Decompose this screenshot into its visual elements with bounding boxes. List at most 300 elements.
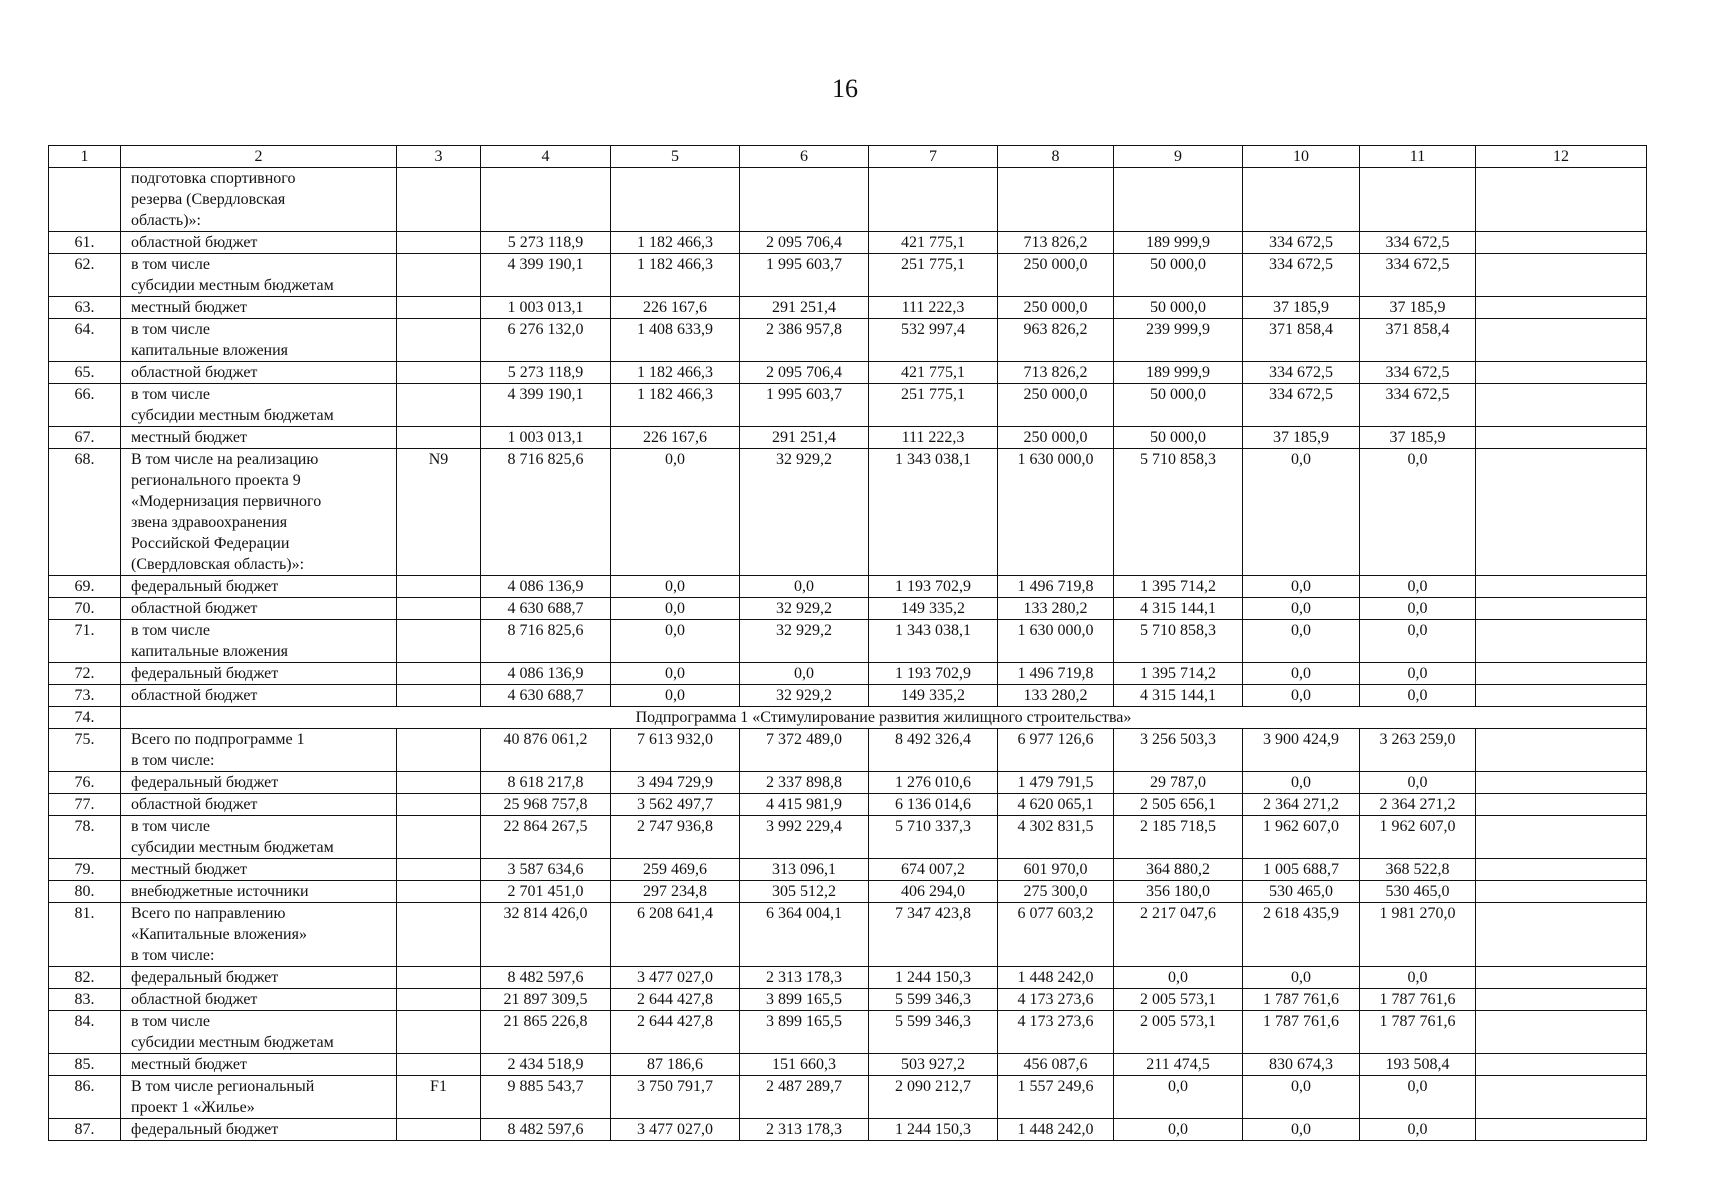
row-code <box>397 729 481 772</box>
value-cell: 297 234,8 <box>611 881 740 903</box>
row-number: 67. <box>49 427 121 449</box>
value-cell: 8 618 217,8 <box>481 772 611 794</box>
value-cell: 151 660,3 <box>740 1054 869 1076</box>
row-number: 62. <box>49 254 121 297</box>
empty-cell <box>1476 620 1647 663</box>
column-header: 12 <box>1476 146 1647 168</box>
column-header: 11 <box>1360 146 1476 168</box>
value-cell: 0,0 <box>1243 620 1360 663</box>
value-cell: 3 562 497,7 <box>611 794 740 816</box>
value-cell: 0,0 <box>611 620 740 663</box>
value-cell: 364 880,2 <box>1114 859 1243 881</box>
empty-cell <box>1476 254 1647 297</box>
value-cell: 189 999,9 <box>1114 362 1243 384</box>
value-cell: 305 512,2 <box>740 881 869 903</box>
value-cell: 5 273 118,9 <box>481 362 611 384</box>
table-row <box>49 1054 1647 1076</box>
value-cell: 1 182 466,3 <box>611 384 740 427</box>
value-cell: 371 858,4 <box>1360 319 1476 362</box>
value-cell: 0,0 <box>1114 1076 1243 1119</box>
table-row <box>49 598 1647 620</box>
value-cell: 1 557 249,6 <box>998 1076 1114 1119</box>
row-number: 63. <box>49 297 121 319</box>
row-code <box>397 1054 481 1076</box>
empty-cell <box>1476 685 1647 707</box>
table-row <box>49 772 1647 794</box>
empty-cell <box>1476 598 1647 620</box>
value-cell: 1 995 603,7 <box>740 384 869 427</box>
row-code <box>397 576 481 598</box>
value-cell: 0,0 <box>1243 772 1360 794</box>
value-cell: 0,0 <box>1360 967 1476 989</box>
empty-cell <box>1476 859 1647 881</box>
empty-cell <box>1476 903 1647 967</box>
row-code <box>397 1011 481 1054</box>
value-cell: 5 599 346,3 <box>869 1011 998 1054</box>
value-cell: 251 775,1 <box>869 254 998 297</box>
table-row <box>49 989 1647 1011</box>
row-number: 66. <box>49 384 121 427</box>
value-cell: 2 364 271,2 <box>1360 794 1476 816</box>
value-cell: 0,0 <box>1360 620 1476 663</box>
empty-cell <box>1476 663 1647 685</box>
table-row <box>49 232 1647 254</box>
value-cell: 0,0 <box>1243 1119 1360 1141</box>
value-cell: 830 674,3 <box>1243 1054 1360 1076</box>
value-cell: 1 496 719,8 <box>998 576 1114 598</box>
table-row <box>49 319 1647 362</box>
value-cell: 1 787 761,6 <box>1243 1011 1360 1054</box>
value-cell: 259 469,6 <box>611 859 740 881</box>
value-cell: 149 335,2 <box>869 598 998 620</box>
value-cell: 25 968 757,8 <box>481 794 611 816</box>
row-label: федеральный бюджет <box>121 663 397 685</box>
value-cell: 1 244 150,3 <box>869 967 998 989</box>
empty-cell <box>1476 297 1647 319</box>
column-header-row <box>49 146 1647 168</box>
value-cell: 5 273 118,9 <box>481 232 611 254</box>
value-cell: 3 992 229,4 <box>740 816 869 859</box>
value-cell: 334 672,5 <box>1243 254 1360 297</box>
column-header: 10 <box>1243 146 1360 168</box>
value-cell: 713 826,2 <box>998 362 1114 384</box>
value-cell: 1 343 038,1 <box>869 449 998 576</box>
value-cell: 1 395 714,2 <box>1114 576 1243 598</box>
row-label: местный бюджет <box>121 859 397 881</box>
row-label: В том числе на реализацию регионального проекта 9 «Модернизация первичного звена здравоохранения Российской Федерации (Свердловская область)»: <box>121 449 397 576</box>
value-cell: 456 087,6 <box>998 1054 1114 1076</box>
value-cell: 5 599 346,3 <box>869 989 998 1011</box>
column-header: 4 <box>481 146 611 168</box>
row-code <box>397 967 481 989</box>
value-cell: 7 372 489,0 <box>740 729 869 772</box>
value-cell: 50 000,0 <box>1114 254 1243 297</box>
value-cell: 193 508,4 <box>1360 1054 1476 1076</box>
table-row <box>49 1119 1647 1141</box>
empty-cell <box>1476 319 1647 362</box>
row-number: 77. <box>49 794 121 816</box>
value-cell: 0,0 <box>1360 598 1476 620</box>
value-cell: 2 005 573,1 <box>1114 989 1243 1011</box>
row-code <box>397 254 481 297</box>
row-label: в том числе субсидии местным бюджетам <box>121 254 397 297</box>
value-cell: 6 208 641,4 <box>611 903 740 967</box>
value-cell: 1 193 702,9 <box>869 663 998 685</box>
value-cell: 1 962 607,0 <box>1243 816 1360 859</box>
value-cell: 32 814 426,0 <box>481 903 611 967</box>
row-code <box>397 663 481 685</box>
value-cell: 1 962 607,0 <box>1360 816 1476 859</box>
value-cell: 0,0 <box>740 576 869 598</box>
row-code <box>397 989 481 1011</box>
row-label: в том числе субсидии местным бюджетам <box>121 1011 397 1054</box>
row-label: федеральный бюджет <box>121 967 397 989</box>
value-cell: 8 716 825,6 <box>481 620 611 663</box>
table-row <box>49 1011 1647 1054</box>
row-number: 83. <box>49 989 121 1011</box>
table-row <box>49 254 1647 297</box>
column-header: 9 <box>1114 146 1243 168</box>
row-number: 82. <box>49 967 121 989</box>
value-cell: 6 077 603,2 <box>998 903 1114 967</box>
value-cell: 133 280,2 <box>998 598 1114 620</box>
value-cell: 334 672,5 <box>1360 362 1476 384</box>
value-cell: 8 482 597,6 <box>481 967 611 989</box>
value-cell: 50 000,0 <box>1114 427 1243 449</box>
value-cell: 0,0 <box>1243 576 1360 598</box>
row-label: местный бюджет <box>121 427 397 449</box>
empty-cell <box>1476 881 1647 903</box>
column-header: 8 <box>998 146 1114 168</box>
row-code <box>397 881 481 903</box>
empty-cell <box>1476 449 1647 576</box>
value-cell: 4 630 688,7 <box>481 598 611 620</box>
empty-cell <box>1476 794 1647 816</box>
row-code <box>397 772 481 794</box>
column-header: 7 <box>869 146 998 168</box>
table-row <box>49 816 1647 859</box>
row-code <box>397 384 481 427</box>
value-cell: 1 448 242,0 <box>998 967 1114 989</box>
value-cell: 334 672,5 <box>1360 254 1476 297</box>
column-header: 3 <box>397 146 481 168</box>
value-cell: 2 095 706,4 <box>740 362 869 384</box>
value-cell: 0,0 <box>1243 685 1360 707</box>
value-cell: 1 448 242,0 <box>998 1119 1114 1141</box>
value-cell: 9 885 543,7 <box>481 1076 611 1119</box>
value-cell: 0,0 <box>1360 1076 1476 1119</box>
value-cell: 6 364 004,1 <box>740 903 869 967</box>
value-cell: 32 929,2 <box>740 685 869 707</box>
value-cell: 1 496 719,8 <box>998 663 1114 685</box>
value-cell: 334 672,5 <box>1243 384 1360 427</box>
row-label: Всего по направлению «Капитальные вложения» в том числе: <box>121 903 397 967</box>
value-cell: 2 337 898,8 <box>740 772 869 794</box>
value-cell: 111 222,3 <box>869 427 998 449</box>
value-cell: 250 000,0 <box>998 254 1114 297</box>
value-cell: 1 995 603,7 <box>740 254 869 297</box>
value-cell: 963 826,2 <box>998 319 1114 362</box>
value-cell: 37 185,9 <box>1360 297 1476 319</box>
value-cell: 4 630 688,7 <box>481 685 611 707</box>
row-number: 72. <box>49 663 121 685</box>
value-cell: 6 136 014,6 <box>869 794 998 816</box>
row-code <box>397 794 481 816</box>
value-cell: 1 630 000,0 <box>998 620 1114 663</box>
value-cell: 1 787 761,6 <box>1360 1011 1476 1054</box>
row-label: федеральный бюджет <box>121 772 397 794</box>
empty-cell <box>1476 232 1647 254</box>
value-cell: 313 096,1 <box>740 859 869 881</box>
row-code <box>397 297 481 319</box>
value-cell: 226 167,6 <box>611 427 740 449</box>
row-code: F1 <box>397 1076 481 1119</box>
value-cell: 40 876 061,2 <box>481 729 611 772</box>
value-cell: 1 981 270,0 <box>1360 903 1476 967</box>
row-label: областной бюджет <box>121 232 397 254</box>
row-label: в том числе субсидии местным бюджетам <box>121 816 397 859</box>
value-cell: 503 927,2 <box>869 1054 998 1076</box>
empty-cell <box>1476 967 1647 989</box>
value-cell: 1 182 466,3 <box>611 254 740 297</box>
value-cell: 2 701 451,0 <box>481 881 611 903</box>
value-cell: 37 185,9 <box>1243 297 1360 319</box>
empty-cell <box>1476 384 1647 427</box>
value-cell: 2 618 435,9 <box>1243 903 1360 967</box>
row-number: 75. <box>49 729 121 772</box>
value-cell: 2 505 656,1 <box>1114 794 1243 816</box>
row-label: подготовка спортивного резерва (Свердловская область)»: <box>121 168 397 232</box>
value-cell: 8 716 825,6 <box>481 449 611 576</box>
row-label: областной бюджет <box>121 362 397 384</box>
value-cell: 1 787 761,6 <box>1360 989 1476 1011</box>
value-cell: 532 997,4 <box>869 319 998 362</box>
value-cell: 291 251,4 <box>740 427 869 449</box>
row-number: 79. <box>49 859 121 881</box>
value-cell: 1 276 010,6 <box>869 772 998 794</box>
empty-cell <box>1476 427 1647 449</box>
value-cell: 0,0 <box>1360 685 1476 707</box>
value-cell: 1 005 688,7 <box>1243 859 1360 881</box>
value-cell: 0,0 <box>1243 1076 1360 1119</box>
value-cell: 0,0 <box>1114 967 1243 989</box>
value-cell: 3 263 259,0 <box>1360 729 1476 772</box>
table-row <box>49 685 1647 707</box>
empty-cell <box>1476 1076 1647 1119</box>
value-cell: 22 864 267,5 <box>481 816 611 859</box>
row-label: В том числе региональный проект 1 «Жилье» <box>121 1076 397 1119</box>
row-number: 65. <box>49 362 121 384</box>
row-number: 84. <box>49 1011 121 1054</box>
value-cell: 50 000,0 <box>1114 297 1243 319</box>
value-cell: 3 899 165,5 <box>740 1011 869 1054</box>
empty-cell <box>1476 1119 1647 1141</box>
value-cell: 4 086 136,9 <box>481 576 611 598</box>
value-cell: 2 644 427,8 <box>611 989 740 1011</box>
value-cell: 2 090 212,7 <box>869 1076 998 1119</box>
value-cell: 334 672,5 <box>1360 384 1476 427</box>
table-row <box>49 794 1647 816</box>
value-cell: 1 193 702,9 <box>869 576 998 598</box>
value-cell: 0,0 <box>1114 1119 1243 1141</box>
row-number: 81. <box>49 903 121 967</box>
value-cell: 239 999,9 <box>1114 319 1243 362</box>
value-cell: 0,0 <box>1360 576 1476 598</box>
value-cell: 5 710 858,3 <box>1114 620 1243 663</box>
column-header: 2 <box>121 146 397 168</box>
value-cell: 87 186,6 <box>611 1054 740 1076</box>
row-code <box>397 859 481 881</box>
value-cell: 1 787 761,6 <box>1243 989 1360 1011</box>
row-code <box>397 319 481 362</box>
value-cell: 371 858,4 <box>1243 319 1360 362</box>
value-cell: 32 929,2 <box>740 620 869 663</box>
value-cell: 3 256 503,3 <box>1114 729 1243 772</box>
value-cell: 421 775,1 <box>869 362 998 384</box>
value-cell: 1 408 633,9 <box>611 319 740 362</box>
value-cell: 2 487 289,7 <box>740 1076 869 1119</box>
empty-cell <box>1476 729 1647 772</box>
row-number: 87. <box>49 1119 121 1141</box>
table-row <box>49 663 1647 685</box>
empty-cell <box>1476 362 1647 384</box>
value-cell: 334 672,5 <box>1243 232 1360 254</box>
value-cell: 1 182 466,3 <box>611 362 740 384</box>
value-cell: 0,0 <box>1243 663 1360 685</box>
value-cell: 1 003 013,1 <box>481 297 611 319</box>
value-cell: 1 395 714,2 <box>1114 663 1243 685</box>
value-cell: 6 276 132,0 <box>481 319 611 362</box>
value-cell: 530 465,0 <box>1360 881 1476 903</box>
value-cell: 8 482 597,6 <box>481 1119 611 1141</box>
value-cell: 713 826,2 <box>998 232 1114 254</box>
table-row <box>49 1076 1647 1119</box>
value-cell: 1 003 013,1 <box>481 427 611 449</box>
row-label: областной бюджет <box>121 794 397 816</box>
value-cell: 4 399 190,1 <box>481 384 611 427</box>
table-row <box>49 729 1647 772</box>
value-cell: 674 007,2 <box>869 859 998 881</box>
value-cell: 275 300,0 <box>998 881 1114 903</box>
row-code <box>397 903 481 967</box>
table-row <box>49 903 1647 967</box>
row-label: местный бюджет <box>121 1054 397 1076</box>
value-cell: 149 335,2 <box>869 685 998 707</box>
empty-cell <box>1476 1054 1647 1076</box>
value-cell: 7 613 932,0 <box>611 729 740 772</box>
page-number: 16 <box>832 74 858 103</box>
row-label: Всего по подпрограмме 1 в том числе: <box>121 729 397 772</box>
value-cell: 4 399 190,1 <box>481 254 611 297</box>
row-code <box>397 427 481 449</box>
value-cell: 3 900 424,9 <box>1243 729 1360 772</box>
empty-cell <box>1476 1011 1647 1054</box>
table-row <box>49 881 1647 903</box>
row-code <box>397 362 481 384</box>
row-code <box>397 620 481 663</box>
row-number: 74. <box>49 707 121 729</box>
empty-cell <box>1476 816 1647 859</box>
row-number: 73. <box>49 685 121 707</box>
table-row <box>49 967 1647 989</box>
row-label: в том числе капитальные вложения <box>121 319 397 362</box>
row-label: федеральный бюджет <box>121 1119 397 1141</box>
value-cell: 0,0 <box>1360 663 1476 685</box>
value-cell: 4 173 273,6 <box>998 989 1114 1011</box>
value-cell: 421 775,1 <box>869 232 998 254</box>
value-cell: 3 750 791,7 <box>611 1076 740 1119</box>
value-cell: 0,0 <box>740 663 869 685</box>
value-cell: 4 415 981,9 <box>740 794 869 816</box>
value-cell: 3 587 634,6 <box>481 859 611 881</box>
row-code: N9 <box>397 449 481 576</box>
value-cell: 0,0 <box>611 449 740 576</box>
row-number: 80. <box>49 881 121 903</box>
value-cell: 1 343 038,1 <box>869 620 998 663</box>
row-label: внебюджетные источники <box>121 881 397 903</box>
value-cell: 1 182 466,3 <box>611 232 740 254</box>
table-row <box>49 297 1647 319</box>
column-header: 5 <box>611 146 740 168</box>
row-number: 61. <box>49 232 121 254</box>
value-cell: 8 492 326,4 <box>869 729 998 772</box>
value-cell: 601 970,0 <box>998 859 1114 881</box>
value-cell: 2 095 706,4 <box>740 232 869 254</box>
value-cell: 3 899 165,5 <box>740 989 869 1011</box>
value-cell: 189 999,9 <box>1114 232 1243 254</box>
value-cell: 4 315 144,1 <box>1114 598 1243 620</box>
value-cell: 50 000,0 <box>1114 384 1243 427</box>
value-cell: 7 347 423,8 <box>869 903 998 967</box>
value-cell: 211 474,5 <box>1114 1054 1243 1076</box>
section-row <box>49 707 1647 729</box>
row-number: 85. <box>49 1054 121 1076</box>
value-cell: 2 644 427,8 <box>611 1011 740 1054</box>
value-cell: 0,0 <box>611 685 740 707</box>
value-cell: 2 747 936,8 <box>611 816 740 859</box>
value-cell: 32 929,2 <box>740 598 869 620</box>
value-cell: 291 251,4 <box>740 297 869 319</box>
row-label: областной бюджет <box>121 989 397 1011</box>
row-number: 76. <box>49 772 121 794</box>
column-header: 6 <box>740 146 869 168</box>
row-code <box>397 1119 481 1141</box>
table-row <box>49 384 1647 427</box>
value-cell: 29 787,0 <box>1114 772 1243 794</box>
table-row <box>49 427 1647 449</box>
section-title: Подпрограмма 1 «Стимулирование развития жилищного строительства» <box>121 707 1647 729</box>
row-code <box>397 816 481 859</box>
row-label: областной бюджет <box>121 598 397 620</box>
value-cell: 5 710 337,3 <box>869 816 998 859</box>
value-cell: 0,0 <box>611 663 740 685</box>
value-cell: 2 313 178,3 <box>740 1119 869 1141</box>
table-row <box>49 362 1647 384</box>
value-cell: 2 185 718,5 <box>1114 816 1243 859</box>
value-cell: 1 244 150,3 <box>869 1119 998 1141</box>
value-cell: 2 386 957,8 <box>740 319 869 362</box>
value-cell: 6 977 126,6 <box>998 729 1114 772</box>
value-cell: 0,0 <box>1243 449 1360 576</box>
value-cell: 334 672,5 <box>1360 232 1476 254</box>
value-cell: 356 180,0 <box>1114 881 1243 903</box>
value-cell: 2 364 271,2 <box>1243 794 1360 816</box>
value-cell: 4 302 831,5 <box>998 816 1114 859</box>
value-cell: 406 294,0 <box>869 881 998 903</box>
row-number: 70. <box>49 598 121 620</box>
value-cell: 0,0 <box>1243 967 1360 989</box>
row-label: местный бюджет <box>121 297 397 319</box>
